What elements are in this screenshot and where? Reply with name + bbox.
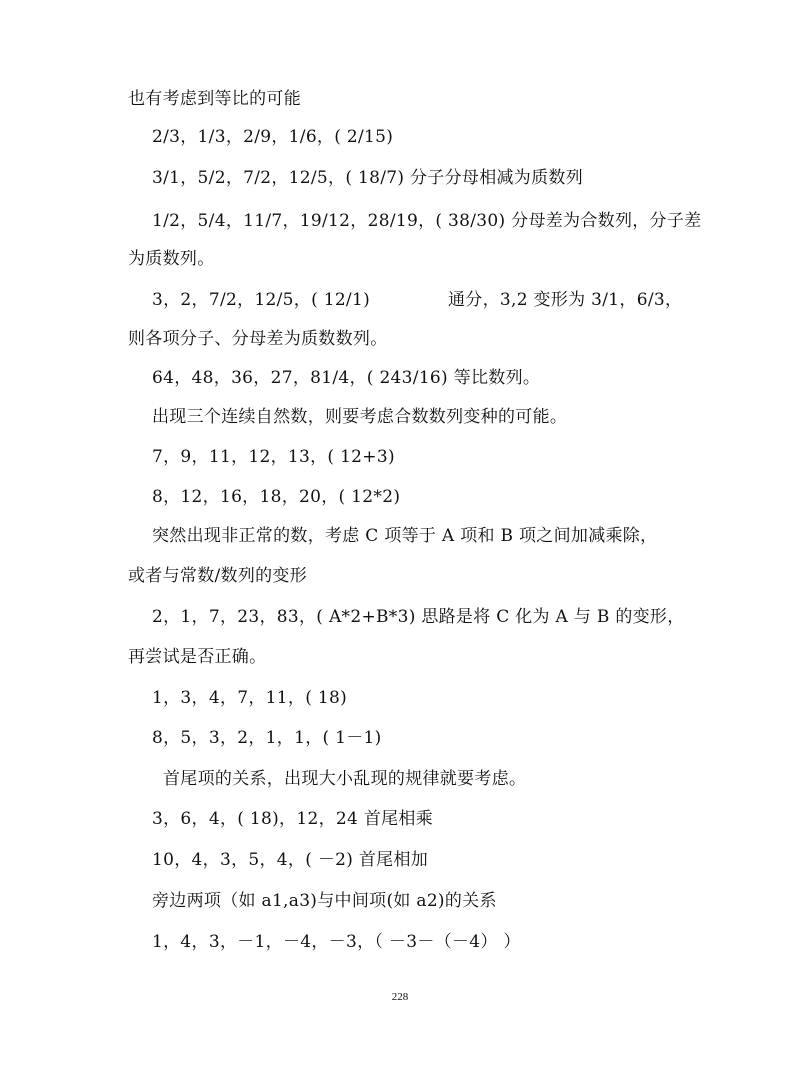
- text-line-22: 1，4，3，－1，－4，－3，（ －3－（－4） ）: [152, 932, 521, 952]
- text-line-14: 2，1，7，23，83，( A*2+B*3) 思路是将 C 化为 A 与 B 的变形，: [152, 607, 685, 627]
- text-line-3: 3/1，5/2，7/2，12/5，( 18/7) 分子分母相减为质数列: [152, 168, 583, 188]
- text-line-4: 1/2，5/4，11/7，19/12，28/19，( 38/30) 分母差为合数列，分子差: [152, 211, 702, 231]
- text-line-2: 2/3，1/3，2/9，1/6，( 2/15): [152, 127, 394, 147]
- text-line-13: 或者与常数/数列的变形: [128, 566, 308, 586]
- text-line-15: 再尝试是否正确。: [128, 647, 267, 667]
- text-line-19: 3，6，4，( 18)，12，24 首尾相乘: [152, 809, 434, 829]
- text-line-11: 8，12，16，18，20，( 12*2): [152, 487, 401, 507]
- page-number: 228: [391, 991, 409, 1003]
- text-line-10: 7，9，11，12，13，( 12+3): [152, 447, 395, 467]
- text-line-6a: 3，2，7/2，12/5，( 12/1): [152, 290, 371, 310]
- text-line-12: 突然出现非正常的数，考虑 C 项等于 A 项和 B 项之间加减乘除，: [152, 526, 658, 546]
- text-line-17: 8，5，3，2，1，1，( 1－1): [152, 728, 382, 748]
- text-line-18: 首尾项的关系，出现大小乱现的规律就要考虑。: [163, 769, 527, 789]
- text-line-21: 旁边两项（如 a1,a3)与中间项(如 a2)的关系: [152, 891, 497, 911]
- text-line-7: 则各项分子、分母差为质数数列。: [128, 329, 388, 349]
- text-line-20: 10，4，3，5，4，( －2) 首尾相加: [152, 850, 429, 870]
- text-line-1: 也有考虑到等比的可能: [128, 89, 301, 109]
- text-line-16: 1，3，4，7，11，( 18): [152, 688, 347, 708]
- text-line-8: 64，48，36，27，81/4，( 243/16) 等比数列。: [152, 368, 541, 388]
- text-line-5: 为质数列。: [128, 249, 215, 269]
- text-line-9: 出现三个连续自然数，则要考虑合数数列变种的可能。: [152, 407, 568, 427]
- text-line-6b: 通分，3,2 变形为 3/1，6/3，: [448, 290, 683, 310]
